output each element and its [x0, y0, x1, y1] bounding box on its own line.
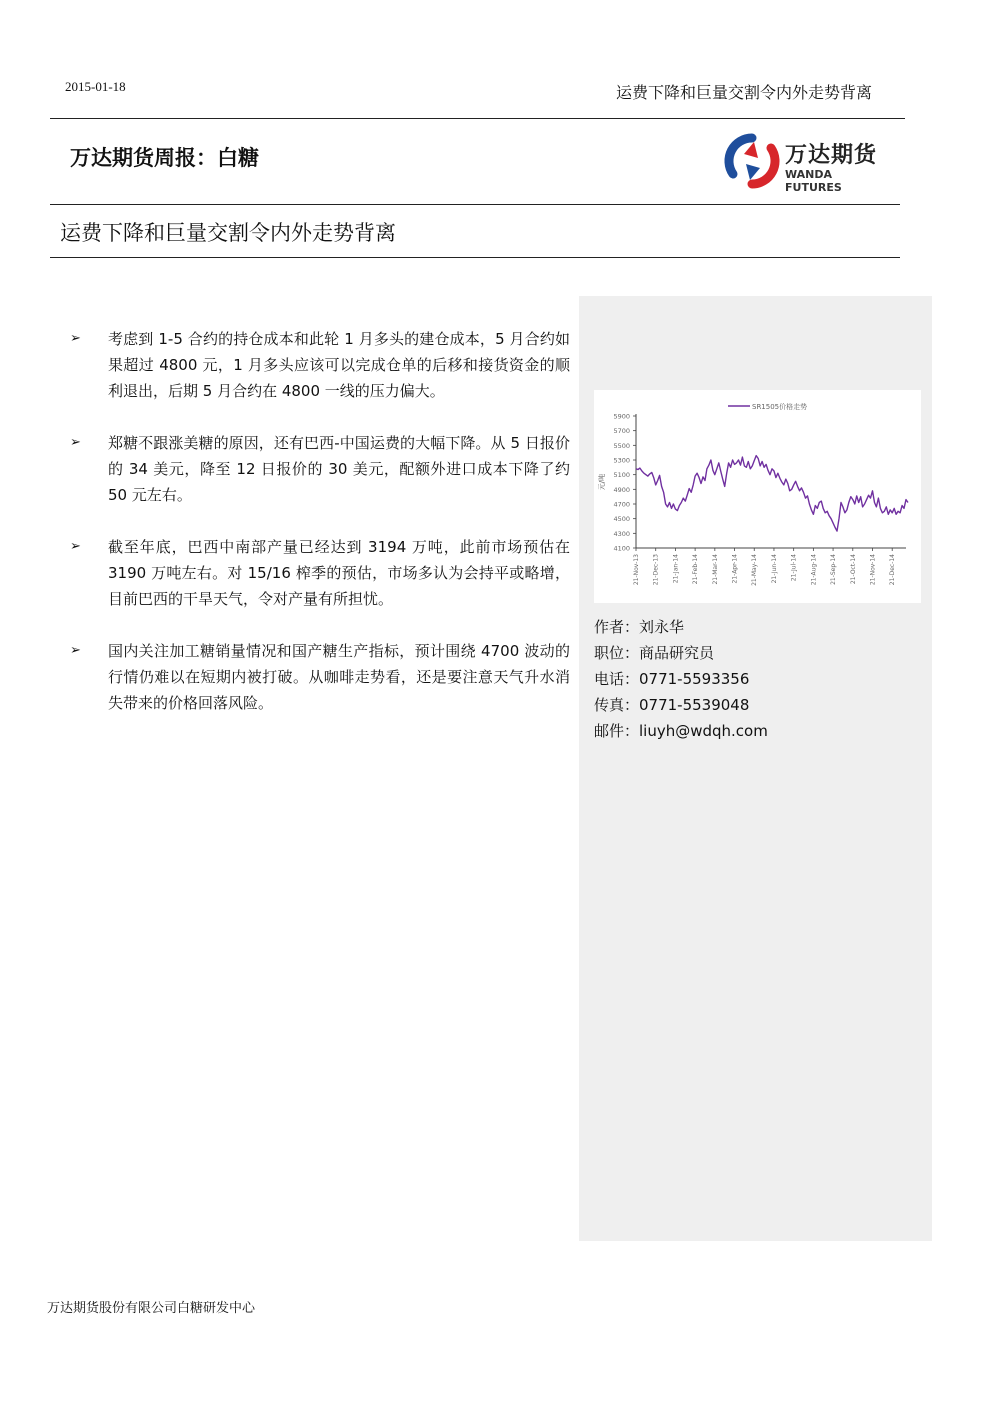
report-subtitle: 运费下降和巨量交割令内外走势背离 — [60, 221, 396, 245]
y-tick-label: 4700 — [613, 500, 630, 509]
y-tick-label: 5100 — [613, 471, 630, 480]
report-name: 万达期货周报：白糖 — [70, 146, 259, 170]
company-logo — [722, 130, 890, 192]
author-title: 职位：商品研究员 — [594, 644, 715, 662]
y-tick-label: 5700 — [613, 427, 630, 436]
key-point-text: 国内关注加工糖销量情况和国产糖生产指标，预计围绕 4700 波动的行情仍难以在短期内被打破。从咖啡走势看，还是要注意天气升水消失带来的价格回落风险。 — [108, 642, 570, 712]
x-tick-label: 21-Jul-14 — [790, 554, 798, 582]
logo-name-en: WANDA FUTURES — [785, 168, 842, 194]
wanda-logo-icon — [724, 132, 780, 190]
author-email[interactable]: 邮件：liuyh@wdqh.com — [594, 722, 768, 740]
price-chart-svg — [594, 390, 921, 603]
x-tick-label: 21-Mar-14 — [711, 554, 719, 585]
subtitle-divider — [50, 257, 900, 258]
title-divider — [50, 204, 900, 205]
header-divider — [50, 118, 905, 119]
arrow-bullet-icon: ➢ — [70, 643, 81, 658]
x-tick-label: 21-Apr-14 — [731, 554, 739, 584]
key-point-item — [70, 534, 570, 612]
x-tick-label: 21-Nov-14 — [869, 554, 877, 586]
author-fax: 传真：0771-5539048 — [594, 696, 750, 714]
running-title: 运费下降和巨量交割令内外走势背离 — [615, 83, 872, 102]
x-tick-label: 21-Dec-14 — [889, 554, 897, 586]
x-tick-label: 21-Jun-14 — [770, 554, 778, 584]
arrow-bullet-icon: ➢ — [70, 331, 81, 346]
arrow-bullet-icon: ➢ — [70, 539, 81, 554]
author-name: 作者：刘永华 — [594, 618, 685, 636]
y-tick-label: 5900 — [613, 412, 630, 421]
key-point-item — [70, 326, 570, 404]
x-tick-label: 21-Dec-13 — [652, 554, 660, 586]
arrow-bullet-icon: ➢ — [70, 435, 81, 450]
key-point-item — [70, 638, 570, 716]
series-line-sr1505 — [636, 456, 908, 531]
x-tick-label: 21-Jan-14 — [672, 554, 680, 584]
y-tick-label: 5300 — [613, 456, 630, 465]
footer-org: 万达期货股份有限公司白糖研发中心 — [47, 1301, 256, 1316]
y-tick-label: 4900 — [613, 485, 630, 494]
y-tick-label: 4500 — [613, 515, 630, 524]
key-point-text: 郑糖不跟涨美糖的原因，还有巴西-中国运费的大幅下降。从 5 日报价的 34 美元，降至 12 日报价的 30 美元，配额外进口成本下降了约 50 元左右。 — [108, 434, 570, 504]
sidebar-panel — [579, 296, 932, 1241]
price-chart — [594, 390, 921, 603]
report-date: 2015-01-18 — [65, 79, 126, 94]
y-tick-label: 4300 — [613, 529, 630, 538]
x-tick-label: 21-Nov-13 — [633, 554, 640, 586]
x-tick-label: 21-Sep-14 — [830, 554, 838, 585]
logo-name-cn: 万达期货 — [785, 143, 878, 168]
x-tick-label: 21-Aug-14 — [810, 554, 818, 586]
key-point-text: 考虑到 1-5 合约的持仓成本和此轮 1 月多头的建仓成本，5 月合约如果超过 4800 元，1 月多头应该可以完成仓单的后移和接货资金的顺利退出，后期 5 月合约在 4800 一线的压力偏大。 — [108, 330, 570, 400]
x-tick-label: 21-Feb-14 — [692, 554, 700, 585]
x-tick-label: 21-May-14 — [751, 554, 759, 586]
legend-label: SR1505价格走势 — [752, 403, 808, 411]
y-tick-label: 5500 — [613, 441, 630, 450]
y-tick-label: 4100 — [613, 544, 630, 553]
author-info — [594, 614, 768, 744]
x-tick-label: 21-Oct-14 — [849, 554, 857, 585]
key-points — [70, 326, 570, 742]
author-phone: 电话：0771-5593356 — [594, 670, 750, 688]
y-axis-label: 元/吨 — [598, 473, 606, 491]
key-point-item — [70, 430, 570, 508]
key-point-text: 截至年底，巴西中南部产量已经达到 3194 万吨，此前市场预估在 3190 万吨左右。对 15/16 榨季的预估，市场多认为会持平或略增，目前巴西的干旱天气，令对产量有所担忧。 — [108, 538, 570, 608]
